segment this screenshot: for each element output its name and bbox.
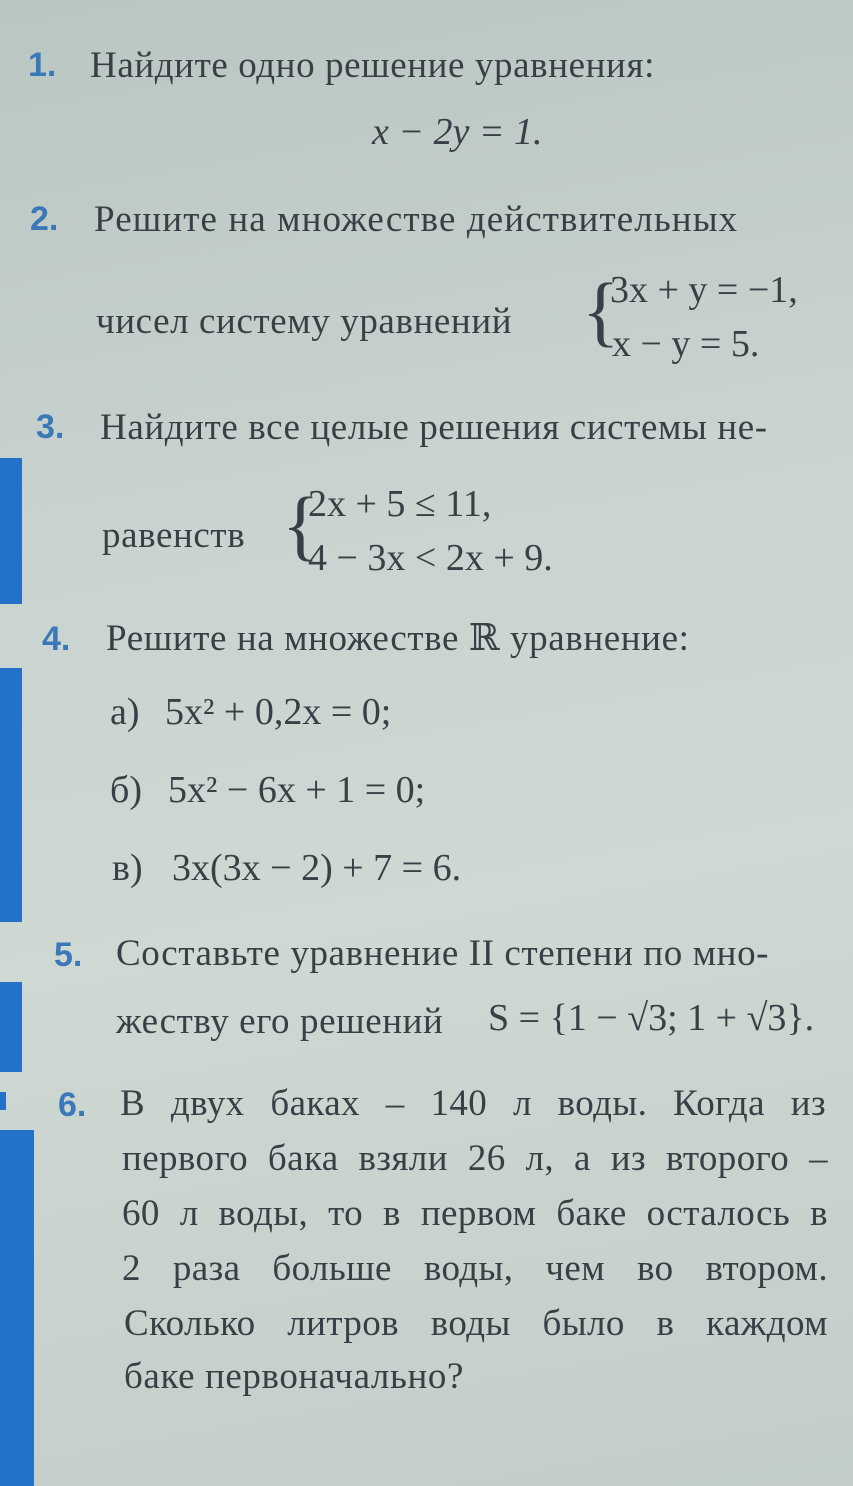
problem-5-line-2: жеству его решений bbox=[116, 1001, 444, 1042]
problem-number-2: 2. bbox=[30, 200, 59, 238]
problem-3-inequality-1: 2x + 5 ≤ 11, bbox=[308, 483, 492, 525]
problem-number-6: 6. bbox=[58, 1086, 87, 1124]
problem-number-4: 4. bbox=[42, 620, 71, 658]
problem-6-line-6: баке первоначально? bbox=[124, 1356, 464, 1397]
problem-6-line-2: первого бака взяли 26 л, а из второго – bbox=[122, 1138, 828, 1179]
problem-number-1: 1. bbox=[28, 46, 57, 84]
margin-strip-1 bbox=[0, 458, 22, 604]
problem-3-line-1: Найдите все целые решения системы не- bbox=[100, 407, 768, 448]
item-a-label: а) bbox=[110, 691, 140, 733]
problem-2-line-1: Решите на множестве действительных bbox=[94, 199, 739, 240]
problem-1-text: Найдите одно решение уравнения: bbox=[90, 45, 655, 86]
problem-2-equation-2: x − y = 5. bbox=[612, 323, 760, 365]
problem-5-line-1: Составьте уравнение II степени по мно- bbox=[116, 933, 770, 974]
problem-3-inequality-2: 4 − 3x < 2x + 9. bbox=[308, 537, 553, 579]
item-c-label: в) bbox=[112, 847, 143, 889]
problem-4-line-1: Решите на множестве ℝ уравнение: bbox=[106, 618, 690, 659]
problem-4c-equation: 3x(3x − 2) + 7 = 6. bbox=[172, 847, 462, 889]
item-b-label: б) bbox=[110, 769, 142, 811]
problem-6-line-4: 2 раза больше воды, чем во втором. bbox=[122, 1248, 828, 1289]
margin-strip-2 bbox=[0, 668, 22, 922]
margin-strip-3 bbox=[0, 982, 22, 1072]
margin-mark bbox=[0, 1092, 6, 1110]
problem-6-line-1: В двух баках – 140 л воды. Когда из bbox=[120, 1083, 826, 1124]
problem-2-line-2: чисел систему уравнений bbox=[96, 301, 513, 342]
problem-number-3: 3. bbox=[36, 408, 65, 446]
problem-number-5: 5. bbox=[54, 936, 83, 974]
problem-6-line-3: 60 л воды, то в первом баке осталось в bbox=[122, 1193, 828, 1234]
solution-set: S = {1 − √3; 1 + √3}. bbox=[488, 997, 815, 1039]
margin-strip-4 bbox=[0, 1130, 34, 1486]
problem-4b-equation: 5x² − 6x + 1 = 0; bbox=[168, 769, 426, 811]
system-brace: { bbox=[282, 481, 320, 568]
problem-1-equation: x − 2y = 1. bbox=[372, 111, 543, 153]
problem-3-line-2: равенств bbox=[102, 515, 246, 556]
system-brace: { bbox=[582, 267, 620, 354]
problem-2-equation-1: 3x + y = −1, bbox=[610, 269, 798, 311]
problem-4a-equation: 5x² + 0,2x = 0; bbox=[165, 691, 392, 733]
problem-6-line-5: Сколько литров воды было в каждом bbox=[124, 1303, 828, 1344]
